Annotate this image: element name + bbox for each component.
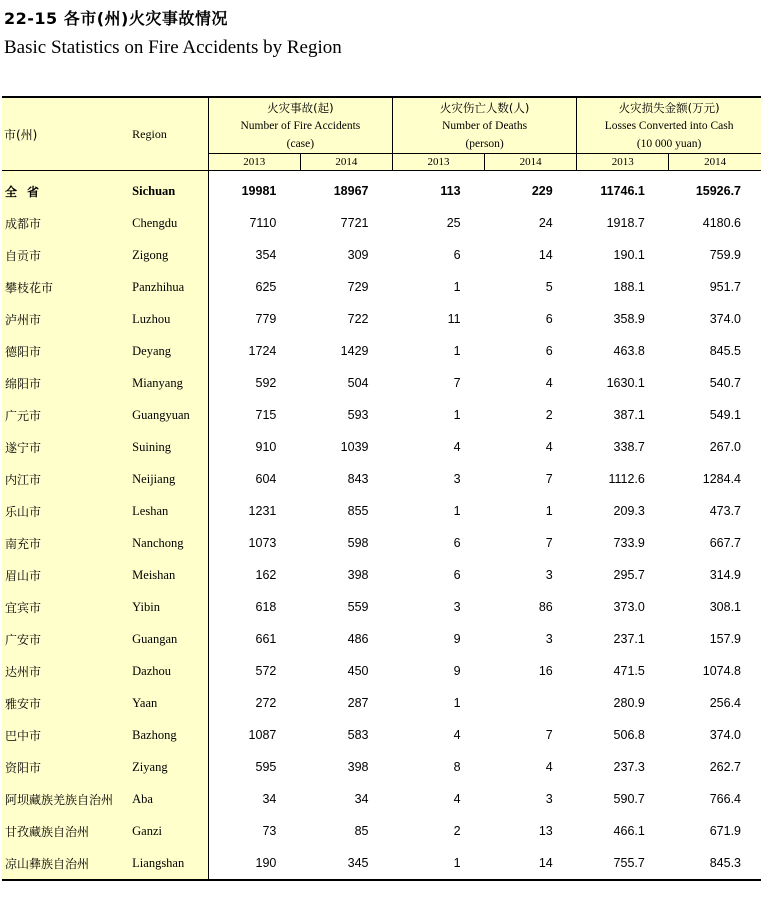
value-cell: 157.9 (709, 632, 741, 646)
region-name-cn: 凉山彝族自治州 (2, 847, 130, 880)
value-cell: 345 (300, 847, 392, 880)
value-cell: 592 (255, 376, 277, 390)
value-cell (485, 687, 577, 719)
column-header-city: 市(州) (2, 97, 130, 171)
value-cell: 1 (392, 847, 484, 880)
value-cell: 6 (453, 536, 461, 550)
region-name-cn: 自贡市 (2, 239, 130, 271)
value-cell: 504 (347, 376, 369, 390)
region-name-en: Ganzi (130, 815, 208, 847)
value-cell: 3 (545, 792, 553, 806)
region-name-en: Yibin (130, 591, 208, 623)
value-cell: 3 (545, 632, 553, 646)
value-cell: 398 (347, 568, 369, 582)
year-header: 2013 (577, 154, 669, 171)
table-row (2, 495, 761, 527)
value-cell: 661 (255, 632, 277, 646)
value-cell: 8 (453, 760, 461, 774)
value-cell: 7 (545, 536, 553, 550)
value-cell: 4180.6 (702, 216, 741, 230)
value-cell: 338.7 (613, 440, 645, 454)
region-name-cn: 达州市 (2, 655, 130, 687)
region-name-cn: 成都市 (2, 207, 130, 239)
value-cell: 1 (453, 280, 461, 294)
value-cell: 190 (208, 847, 300, 880)
group-label-cn: 火灾损失金额(万元) (618, 101, 720, 115)
region-name-cn: 德阳市 (2, 335, 130, 367)
table-row (2, 207, 761, 239)
value-cell: 572 (255, 664, 277, 678)
table-row (2, 815, 761, 847)
value-cell: 604 (255, 472, 277, 486)
value-cell: 229 (531, 184, 553, 198)
value-cell: 540.7 (709, 376, 741, 390)
year-header: 2014 (300, 154, 392, 171)
value-cell: 24 (538, 216, 553, 230)
value-cell: 262.7 (709, 760, 741, 774)
value-cell: 450 (347, 664, 369, 678)
value-cell: 237.1 (613, 632, 645, 646)
region-name-cn: 宜宾市 (2, 591, 130, 623)
value-cell: 6 (453, 248, 461, 262)
value-cell: 9 (453, 632, 461, 646)
value-cell: 733.9 (613, 536, 645, 550)
value-cell: 1429 (340, 344, 369, 358)
region-name-cn: 遂宁市 (2, 431, 130, 463)
value-cell: 5 (545, 280, 553, 294)
value-cell: 308.1 (709, 600, 741, 614)
table-number-title-cn: 22-15 各市(州)火灾事故情况 (4, 9, 228, 28)
value-cell: 272 (255, 696, 277, 710)
value-cell: 4 (545, 440, 553, 454)
value-cell: 267.0 (709, 440, 741, 454)
value-cell: 6 (545, 344, 553, 358)
value-cell: 7721 (340, 216, 369, 230)
value-cell: 1 (453, 696, 461, 710)
table-row (2, 335, 761, 367)
value-cell: 209.3 (613, 504, 645, 518)
value-cell: 4 (453, 728, 461, 742)
value-cell: 1231 (248, 504, 277, 518)
group-header-deaths (392, 97, 576, 154)
value-cell: 162 (255, 568, 277, 582)
value-cell: 486 (347, 632, 369, 646)
value-cell: 2 (453, 824, 461, 838)
value-cell: 466.1 (613, 824, 645, 838)
value-cell: 358.9 (613, 312, 645, 326)
value-cell: 506.8 (613, 728, 645, 742)
region-name-en: Guangan (130, 623, 208, 655)
region-name-cn: 南充市 (2, 527, 130, 559)
value-cell: 3 (453, 472, 461, 486)
value-cell: 951.7 (709, 280, 741, 294)
value-cell: 85 (354, 824, 369, 838)
value-cell: 729 (347, 280, 369, 294)
value-cell: 14 (485, 847, 577, 880)
region-name-cn: 广安市 (2, 623, 130, 655)
table-row (2, 847, 761, 880)
table-row (2, 751, 761, 783)
value-cell: 14 (538, 248, 553, 262)
value-cell: 280.9 (613, 696, 645, 710)
value-cell: 1 (545, 504, 553, 518)
value-cell: 593 (347, 408, 369, 422)
value-cell: 618 (255, 600, 277, 614)
value-cell: 15926.7 (695, 184, 741, 198)
region-name-cn: 眉山市 (2, 559, 130, 591)
value-cell: 843 (347, 472, 369, 486)
value-cell: 4 (545, 376, 553, 390)
region-name-cn: 巴中市 (2, 719, 130, 751)
value-cell: 595 (255, 760, 277, 774)
region-name-en: Deyang (130, 335, 208, 367)
value-cell: 237.3 (613, 760, 645, 774)
region-name-cn: 甘孜藏族自治州 (2, 815, 130, 847)
table-row (2, 783, 761, 815)
region-name-en: Mianyang (130, 367, 208, 399)
value-cell: 1087 (248, 728, 277, 742)
region-name-en: Nanchong (130, 527, 208, 559)
value-cell: 7 (453, 376, 461, 390)
region-name-en: Panzhihua (130, 271, 208, 303)
value-cell: 190.1 (613, 248, 645, 262)
year-header: 2013 (208, 154, 300, 171)
year-header: 2014 (669, 154, 761, 171)
value-cell: 73 (262, 824, 277, 838)
value-cell: 34 (354, 792, 369, 806)
group-unit: (10 000 yuan) (636, 138, 702, 150)
value-cell: 722 (347, 312, 369, 326)
value-cell: 759.9 (709, 248, 741, 262)
value-cell: 9 (453, 664, 461, 678)
group-unit: (case) (286, 138, 315, 150)
value-cell: 7110 (249, 216, 277, 230)
group-unit: (person) (465, 138, 504, 150)
value-cell: 625 (255, 280, 277, 294)
region-name-en: Luzhou (130, 303, 208, 335)
value-cell: 7 (545, 728, 553, 742)
table-row (2, 463, 761, 495)
value-cell: 373.0 (613, 600, 645, 614)
region-name-cn: 乐山市 (2, 495, 130, 527)
value-cell: 779 (255, 312, 277, 326)
total-row (2, 175, 761, 207)
region-name-cn: 全省 (2, 175, 130, 207)
table-row (2, 399, 761, 431)
group-label-cn: 火灾事故(起) (267, 101, 334, 115)
table-row (2, 239, 761, 271)
value-cell: 583 (347, 728, 369, 742)
region-name-cn: 阿坝藏族羌族自治州 (2, 783, 130, 815)
table-row (2, 559, 761, 591)
value-cell: 256.4 (709, 696, 741, 710)
value-cell: 855 (347, 504, 369, 518)
value-cell: 471.5 (613, 664, 645, 678)
value-cell: 18967 (333, 184, 369, 198)
table-row (2, 623, 761, 655)
value-cell: 1 (453, 408, 461, 422)
table-row (2, 431, 761, 463)
region-name-en: Yaan (130, 687, 208, 719)
value-cell: 287 (347, 696, 369, 710)
region-name-en: Dazhou (130, 655, 208, 687)
value-cell: 387.1 (613, 408, 645, 422)
group-label-cn: 火灾伤亡人数(人) (439, 101, 530, 115)
region-name-en: Zigong (130, 239, 208, 271)
value-cell: 1039 (340, 440, 369, 454)
region-name-cn: 泸州市 (2, 303, 130, 335)
table-row (2, 303, 761, 335)
value-cell: 1074.8 (702, 664, 741, 678)
region-name-en: Ziyang (130, 751, 208, 783)
value-cell: 1 (453, 344, 461, 358)
table-title-en: Basic Statistics on Fire Accidents by Region (4, 37, 342, 58)
table-row (2, 527, 761, 559)
value-cell: 11 (447, 312, 461, 326)
region-name-cn: 攀枝花市 (2, 271, 130, 303)
value-cell: 1 (453, 504, 461, 518)
region-name-en: Sichuan (130, 175, 208, 207)
value-cell: 910 (255, 440, 277, 454)
table-row (2, 687, 761, 719)
region-name-en: Guangyuan (130, 399, 208, 431)
group-header-accidents (208, 97, 392, 154)
group-label-en: Number of Fire Accidents (240, 120, 361, 132)
value-cell: 1630.1 (606, 376, 645, 390)
region-name-cn: 资阳市 (2, 751, 130, 783)
value-cell: 314.9 (709, 568, 741, 582)
region-name-en: Leshan (130, 495, 208, 527)
group-label-en: Number of Deaths (442, 120, 528, 132)
value-cell: 1918.7 (606, 216, 645, 230)
region-name-en: Meishan (130, 559, 208, 591)
value-cell: 374.0 (709, 728, 741, 742)
value-cell: 309 (347, 248, 369, 262)
group-label-en: Losses Converted into Cash (604, 120, 734, 132)
region-name-cn: 内江市 (2, 463, 130, 495)
value-cell: 16 (538, 664, 553, 678)
value-cell: 113 (440, 184, 461, 198)
value-cell: 11746.1 (600, 184, 645, 198)
value-cell: 845.5 (709, 344, 741, 358)
value-cell: 1112.6 (608, 472, 645, 486)
value-cell: 4 (453, 440, 461, 454)
value-cell: 25 (446, 216, 461, 230)
value-cell: 1724 (248, 344, 277, 358)
value-cell: 463.8 (613, 344, 645, 358)
value-cell: 1284.4 (702, 472, 741, 486)
value-cell: 398 (347, 760, 369, 774)
region-name-en: Suining (130, 431, 208, 463)
value-cell: 766.4 (709, 792, 741, 806)
region-name-cn: 广元市 (2, 399, 130, 431)
fire-accidents-table (2, 96, 761, 881)
value-cell: 354 (255, 248, 277, 262)
value-cell: 19981 (241, 184, 277, 198)
table-row (2, 367, 761, 399)
value-cell: 590.7 (613, 792, 645, 806)
value-cell: 3 (453, 600, 461, 614)
table-row (2, 591, 761, 623)
value-cell: 374.0 (709, 312, 741, 326)
table-row (2, 655, 761, 687)
table-row (2, 271, 761, 303)
value-cell: 86 (538, 600, 553, 614)
value-cell: 1073 (248, 536, 277, 550)
region-name-cn: 绵阳市 (2, 367, 130, 399)
value-cell: 559 (347, 600, 369, 614)
region-name-cn: 雅安市 (2, 687, 130, 719)
value-cell: 715 (255, 408, 277, 422)
value-cell: 7 (545, 472, 553, 486)
region-name-en: Chengdu (130, 207, 208, 239)
table-row (2, 719, 761, 751)
value-cell: 4 (545, 760, 553, 774)
year-header: 2013 (392, 154, 484, 171)
value-cell: 549.1 (709, 408, 741, 422)
value-cell: 6 (453, 568, 461, 582)
value-cell: 13 (538, 824, 553, 838)
value-cell: 671.9 (709, 824, 741, 838)
value-cell: 2 (545, 408, 553, 422)
region-name-en: Aba (130, 783, 208, 815)
group-header-losses (577, 97, 761, 154)
value-cell: 3 (545, 568, 553, 582)
value-cell: 667.7 (709, 536, 741, 550)
value-cell: 188.1 (613, 280, 645, 294)
region-name-en: Neijiang (130, 463, 208, 495)
value-cell: 845.3 (669, 847, 761, 880)
column-header-region: Region (130, 97, 208, 171)
value-cell: 755.7 (577, 847, 669, 880)
value-cell: 4 (453, 792, 461, 806)
region-name-en: Liangshan (130, 847, 208, 880)
value-cell: 295.7 (613, 568, 645, 582)
value-cell: 473.7 (709, 504, 741, 518)
value-cell: 34 (262, 792, 277, 806)
year-header: 2014 (485, 154, 577, 171)
region-name-en: Bazhong (130, 719, 208, 751)
value-cell: 6 (545, 312, 553, 326)
value-cell: 598 (347, 536, 369, 550)
